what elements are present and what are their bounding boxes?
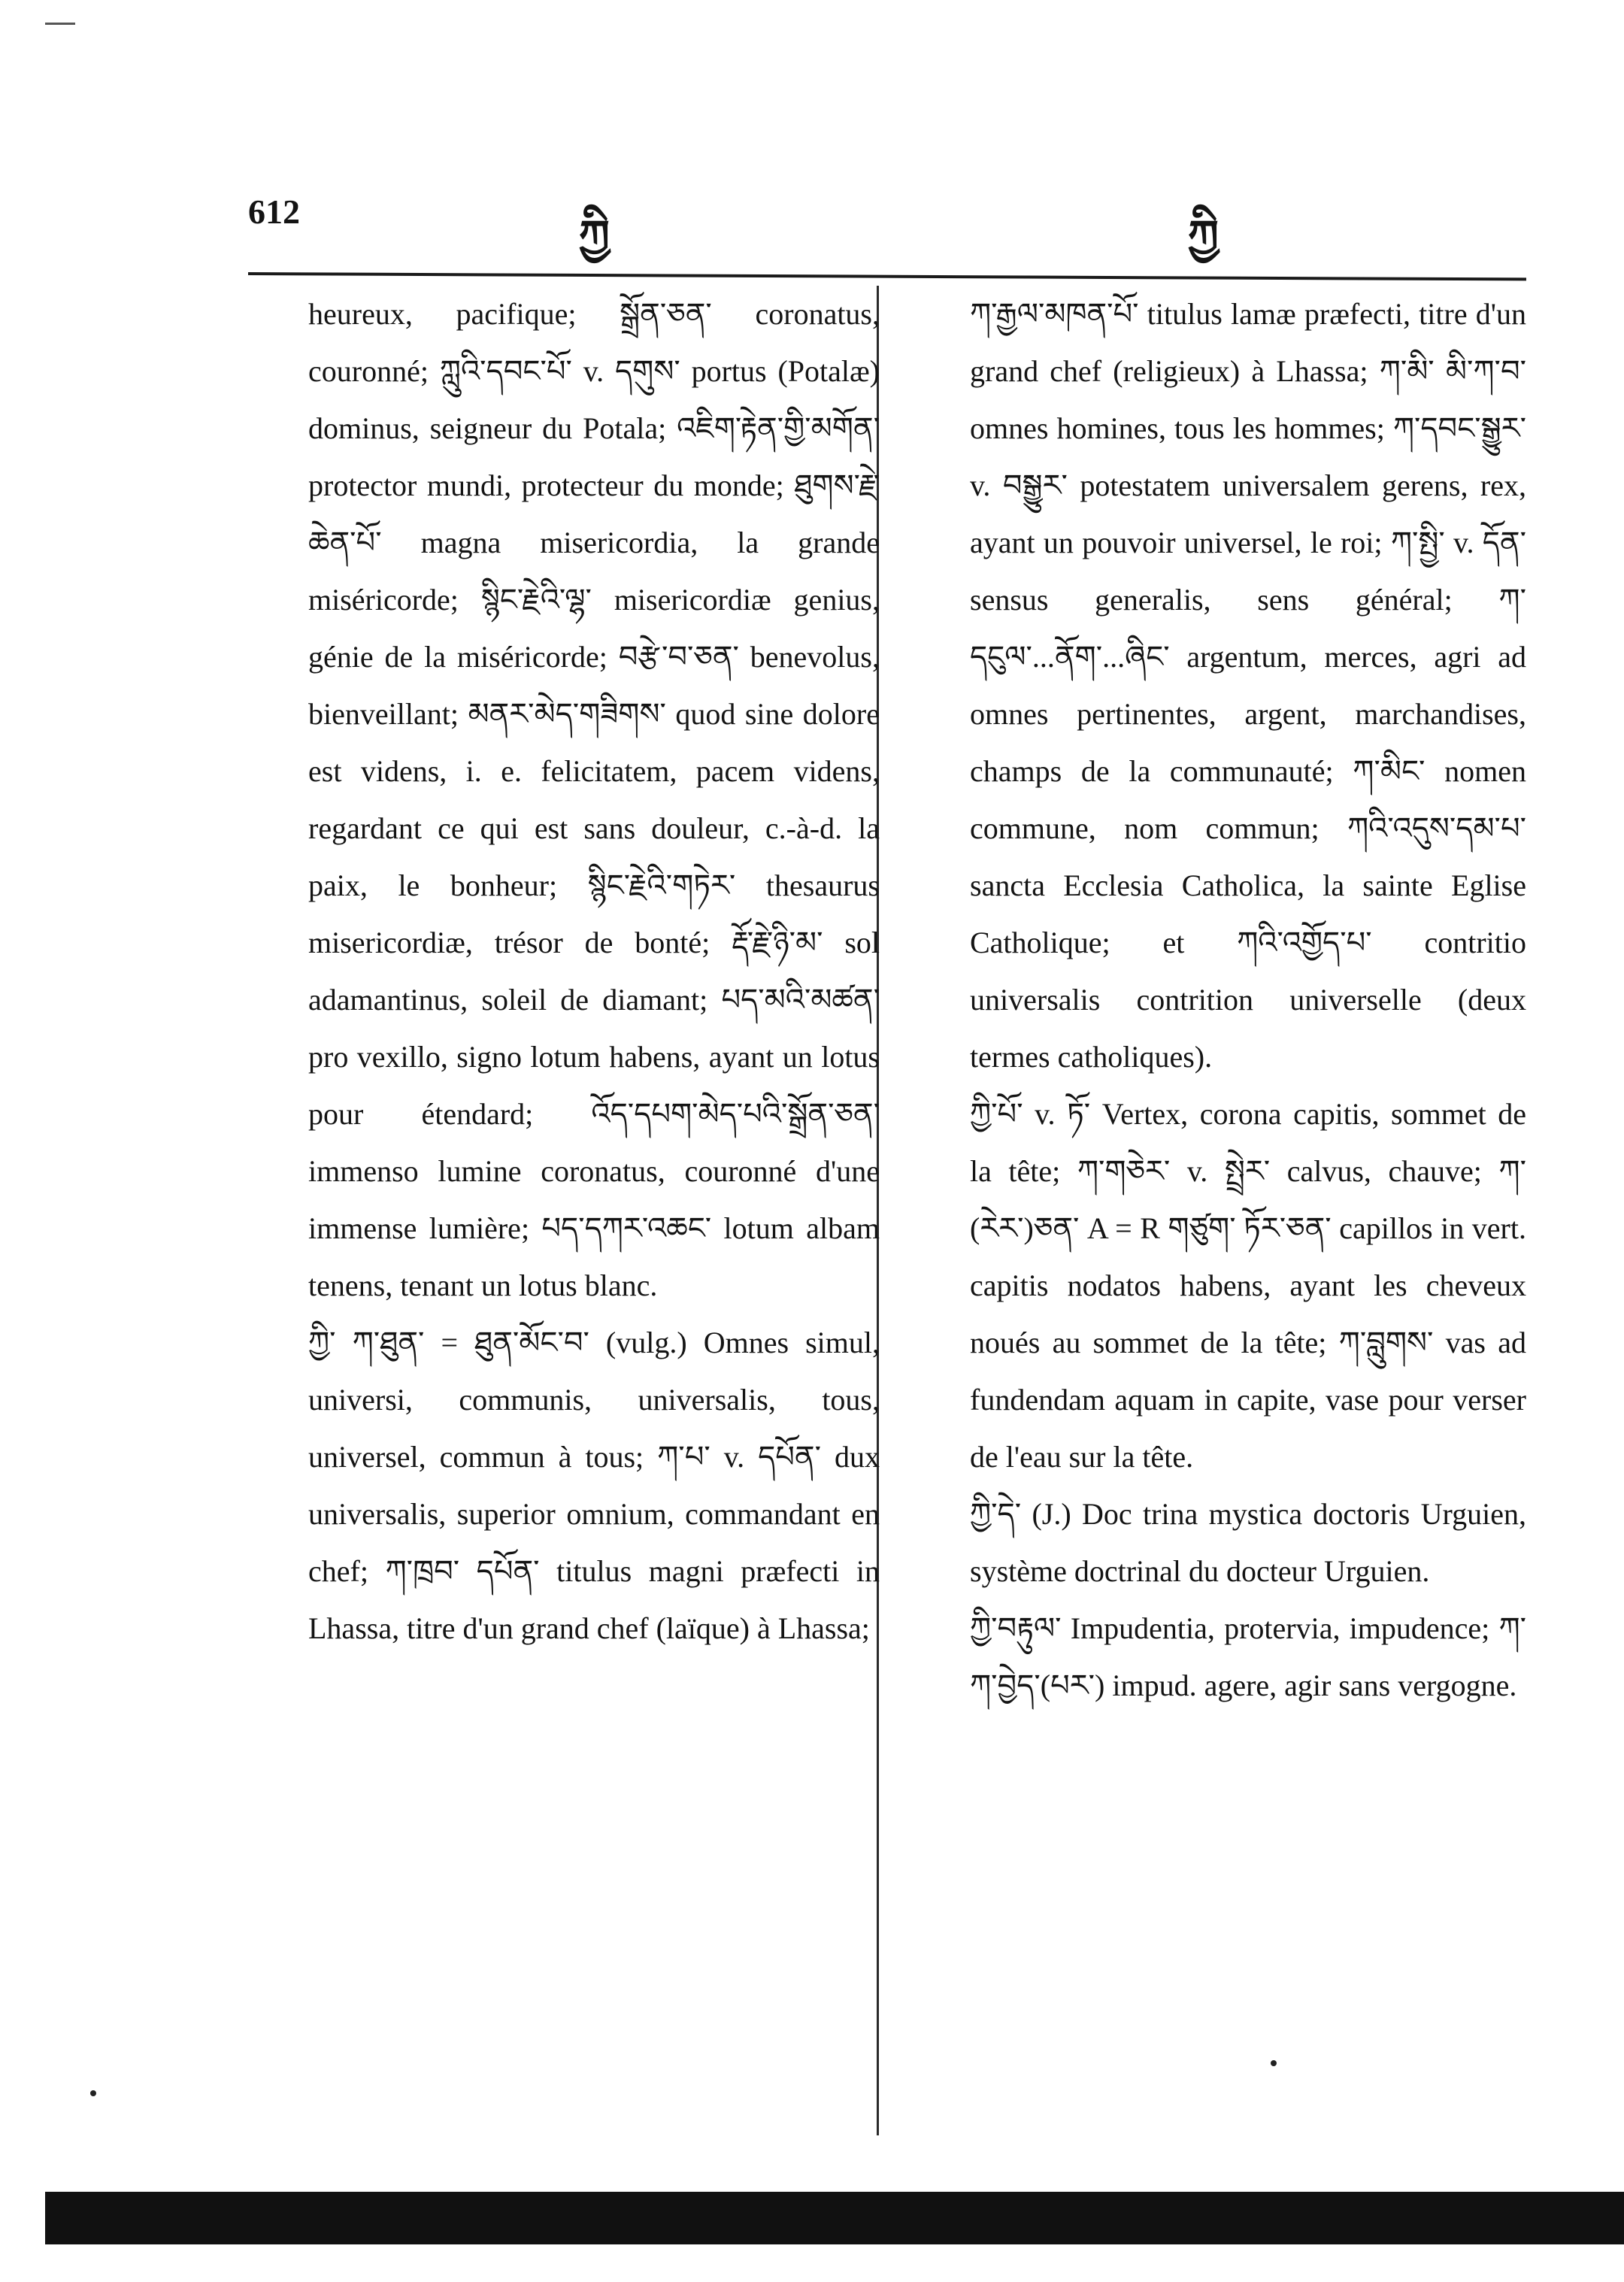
left-column	[308, 286, 880, 1657]
dictionary-entry: ཀྱི་པོ་ v. ཏོ་ Vertex, corona capitis, sommet de la tête; ཀ་གཅེར་ v. སྤྲེར་ calvus, chauve; ཀ་(རེར་)ཅན་ A = R གཙུག་ ཏོར་ཅན་ capillos in vert. capitis nodatos habens, ayant les cheveux noués au sommet de la tête; ཀ་བླུགས་ vas ad fundendam aquam in capite, vase pour verser de l'eau sur la tête.	[970, 1097, 1526, 1474]
dictionary-entry: ཀ་རྒྱལ་མཁན་པོ་ titulus lamæ præfecti, titre d'un grand chef (religieux) à Lhassa; ཀ་མི་ མི་ཀ་བ་ omnes homines, tous les hommes; ཀ་དབང་སྒྱུར་ v. བསྒྱུར་ potestatem universalem gerens, rex, ayant un pouvoir universel, le roi; ཀ་སྤྱི་ v. དོན་ sensus generalis, sens général; ཀ་དངུལ་...ནོག་...ཞིང་ argentum, merces, agri ad omnes pertinentes, argent, marchandises, champs de la communauté; ཀ་མིང་ nomen commune, nom commun; ཀའི་འདུས་དམ་པ་ sancta Ecclesia Catholica, la sainte Eglise Catholique; et ཀའི་འགྱོད་པ་ contritio universalis contrition universelle (deux termes catholiques).	[970, 297, 1526, 1074]
header-rule	[248, 272, 1526, 280]
scan-speck	[1271, 2060, 1277, 2066]
scan-edge-bar	[45, 2192, 1624, 2244]
dictionary-entry: ཀྱི་ ཀ་ཐུན་ = ཐུན་མོང་བ་ (vulg.) Omnes simul, universi, communis, universalis, tous, universel, commun à tous; ཀ་པ་ v. དཔོན་ dux universalis, superior omnium, commandant en chef; ཀ་ཁྲབ་ དཔོན་ titulus magni præfecti in Lhassa, titre d'un grand chef (laïque) à Lhassa;	[308, 1326, 880, 1645]
scan-smudge	[45, 23, 75, 25]
dictionary-entry: ཀྱི་དེ་ (J.) Doc trina mystica doctoris Urguien, système doctrinal du docteur Urguien.	[970, 1497, 1526, 1588]
running-headword-left: ཀྱི	[579, 211, 610, 262]
dictionary-entry: ཀྱི་བརྟུལ་ Impudentia, protervia, impudence; ཀ་ཀ་བྱེད་(པར་) impud. agere, agir sans vergogne.	[970, 1611, 1526, 1702]
running-headword-right: ཀྱི	[1188, 211, 1219, 262]
dictionary-entry: heureux, pacifique; སྒྲོན་ཅན་ coronatus, couronné; ཀླུའི་དབང་པོ་ v. དགུས་ portus (Potalæ) dominus, seigneur du Potala; འཇིག་རྟེན་གྱི་མགོན་ protector mundi, protecteur du monde; ཐུགས་རྗེ་ཆེན་པོ་ magna misericordia, la grande miséricorde; སྙིང་རྗེའི་ལྷ་ misericordiæ genius, génie de la miséricorde; བརྩེ་བ་ཅན་ benevolus, bienveillant; མནར་མེད་གཟིགས་ quod sine dolore est videns, i. e. felicitatem, pacem videns, regardant ce qui est sans douleur, c.-à-d. la paix, le bonheur; སྙིང་རྗེའི་གཏེར་ thesaurus misericordiæ, trésor de bonté; རྡོ་རྗེ་ཉི་མ་ sol adamantinus, soleil de diamant; པད་མའི་མཚན་ pro vexillo, signo lotum habens, ayant un lotus pour étendard; འོད་དཔག་མེད་པའི་སྒྲོན་ཅན་ immenso lumine coronatus, couronné d'une immense lumière; པད་དཀར་འཆང་ lotum albam tenens, tenant un lotus blanc.	[308, 297, 880, 1302]
page-number: 612	[248, 192, 300, 231]
scan-speck	[90, 2090, 96, 2096]
right-column	[970, 286, 1526, 1714]
